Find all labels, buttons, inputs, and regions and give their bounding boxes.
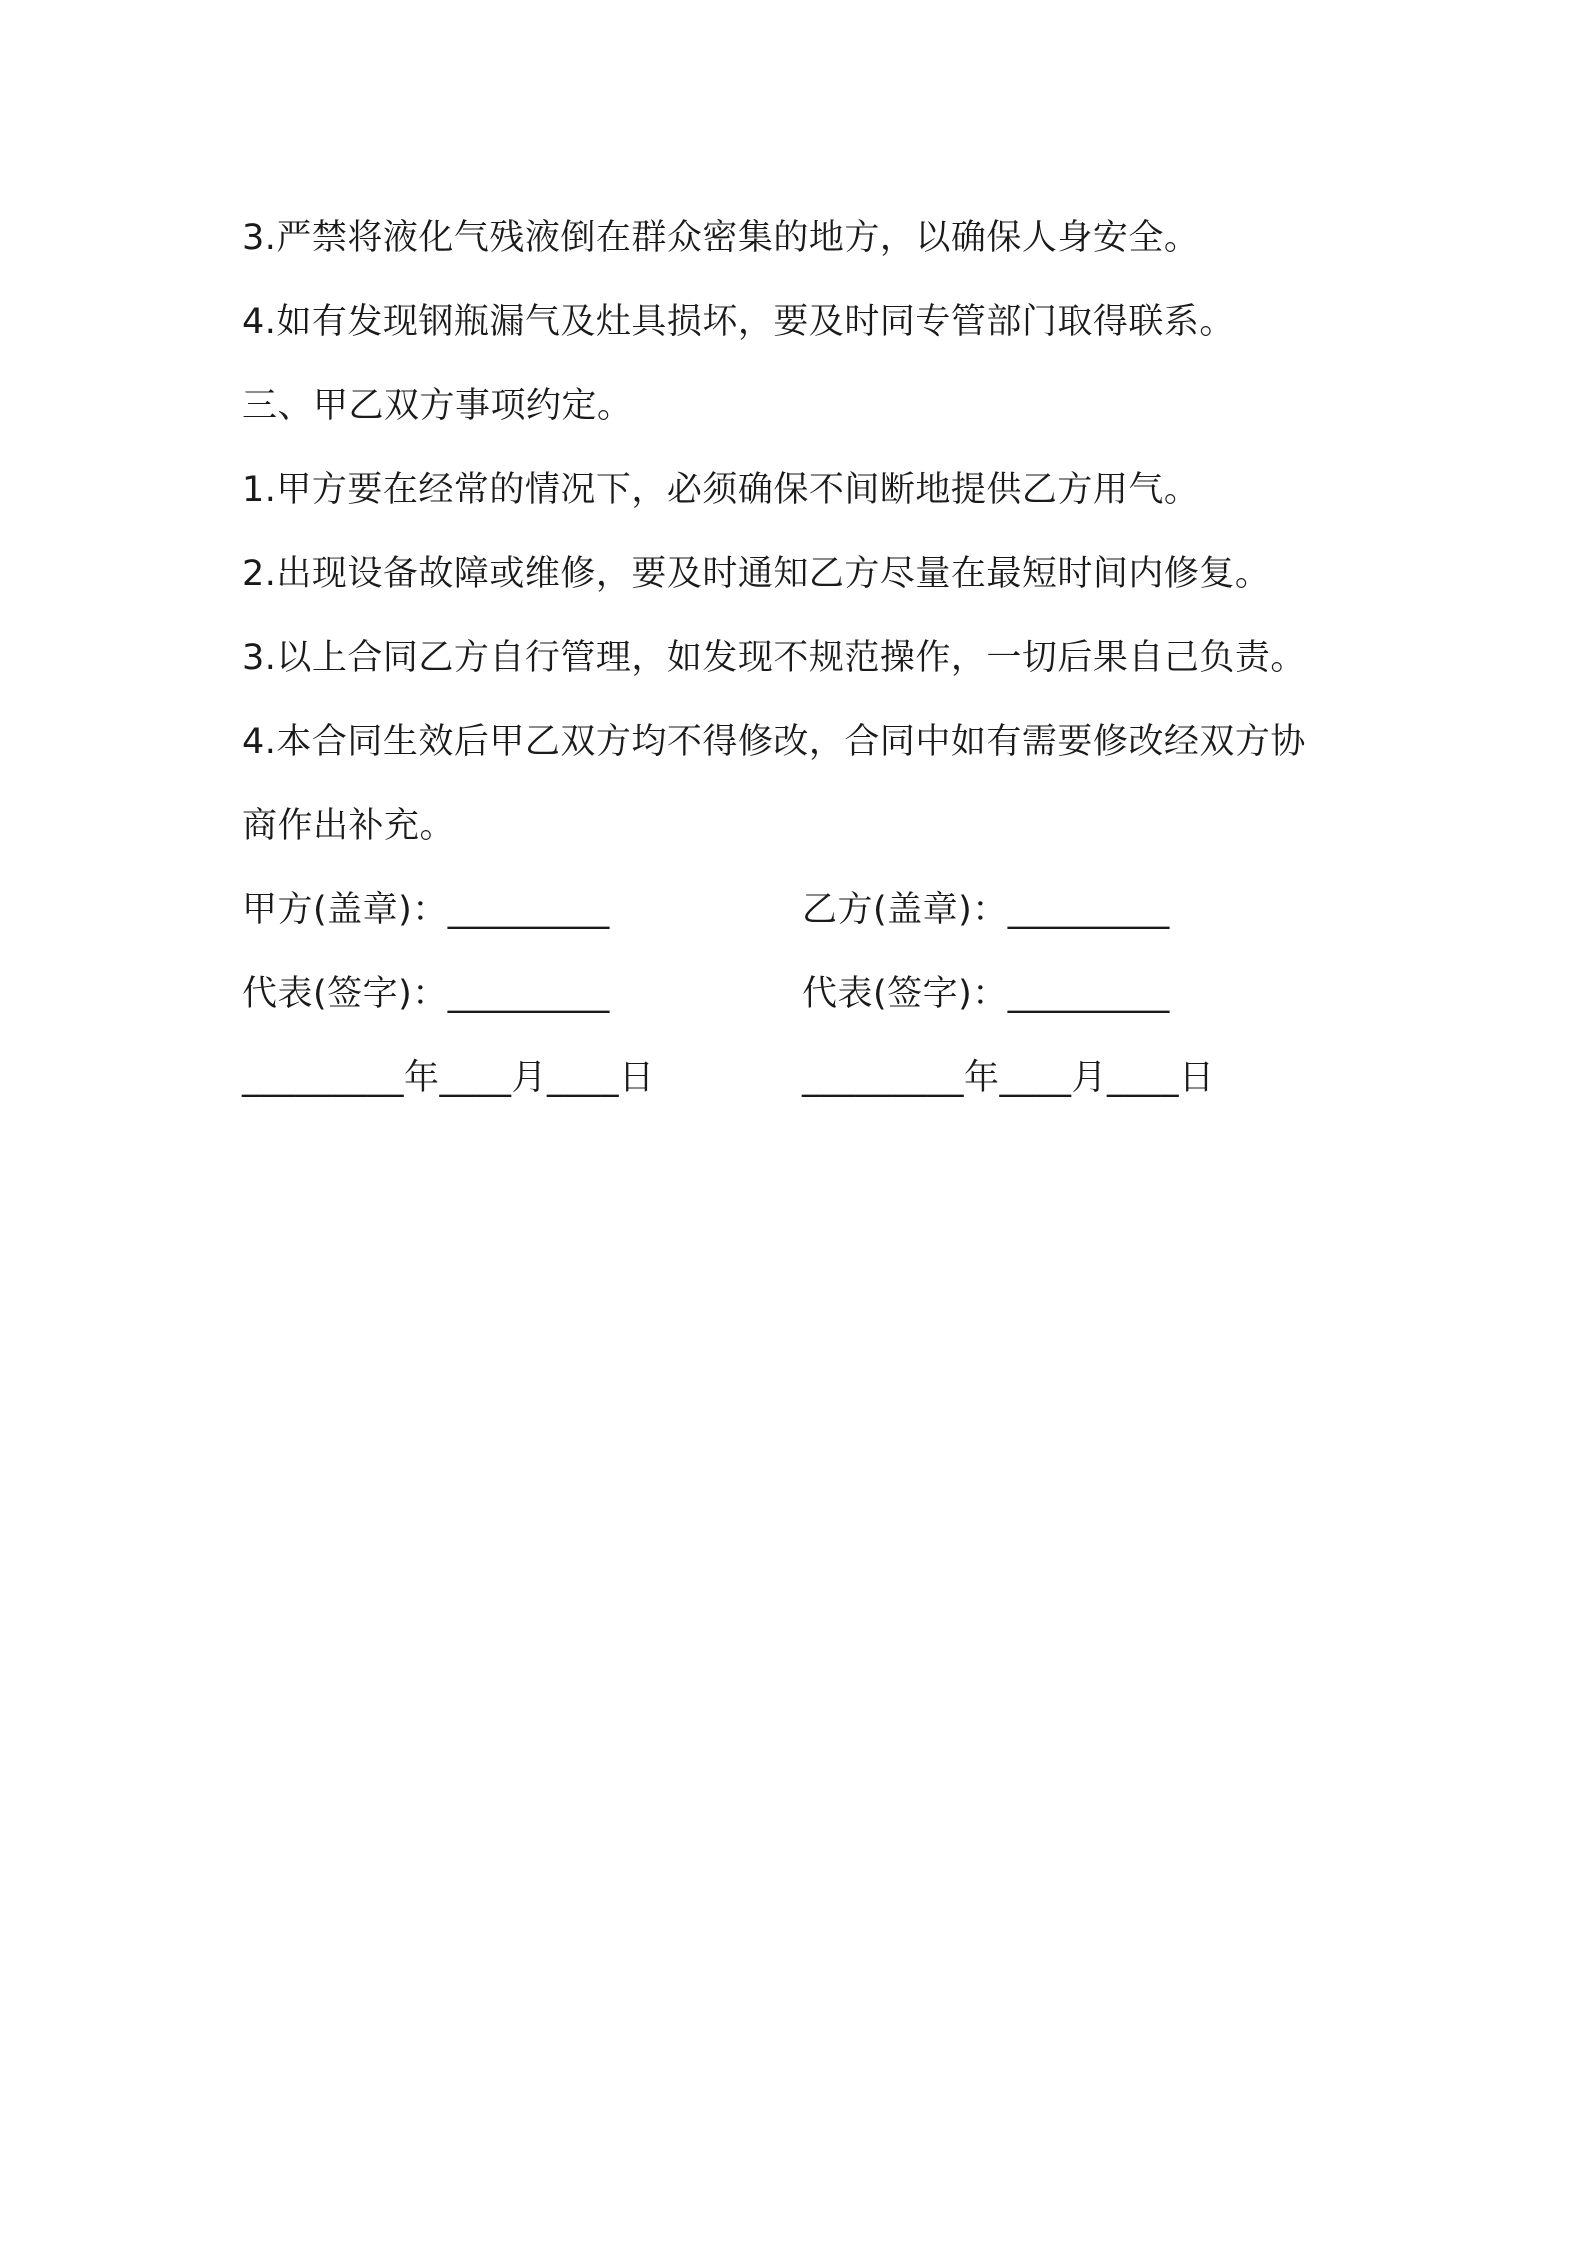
clause-3-management: 3.以上合同乙方自行管理，如发现不规范操作，一切后果自己负责。 [242,638,1306,678]
clause-4-amendment-cont: 商作出补充。 [242,806,456,846]
date-row [242,1036,1362,1120]
clause-4-amendment: 4.本合同生效后甲乙双方均不得修改，合同中如有需要修改经双方协 [242,722,1306,762]
party-a-representative: 代表(签字)：_________ [242,974,610,1014]
clause-3-safety: 3.严禁将液化气残液倒在群众密集的地方，以确保人身安全。 [242,218,1200,258]
clause-4-leak: 4.如有发现钢瓶漏气及灶具损坏，要及时同专管部门取得联系。 [242,302,1235,342]
clause-2-repair: 2.出现设备故障或维修，要及时通知乙方尽量在最短时间内修复。 [242,554,1271,594]
party-b-date: _________年____月____日 [802,1058,1215,1098]
party-a-date: _________年____月____日 [242,1058,655,1098]
party-a-seal: 甲方(盖章)：_________ [242,890,610,930]
seal-row [242,868,1362,952]
representative-row [242,952,1362,1036]
section-heading-3: 三、甲乙双方事项约定。 [242,386,633,426]
party-b-seal: 乙方(盖章)：_________ [802,890,1170,930]
party-b-representative: 代表(签字)：_________ [802,974,1170,1014]
clause-1-supply: 1.甲方要在经常的情况下，必须确保不间断地提供乙方用气。 [242,470,1200,510]
document-body [242,196,1362,1120]
